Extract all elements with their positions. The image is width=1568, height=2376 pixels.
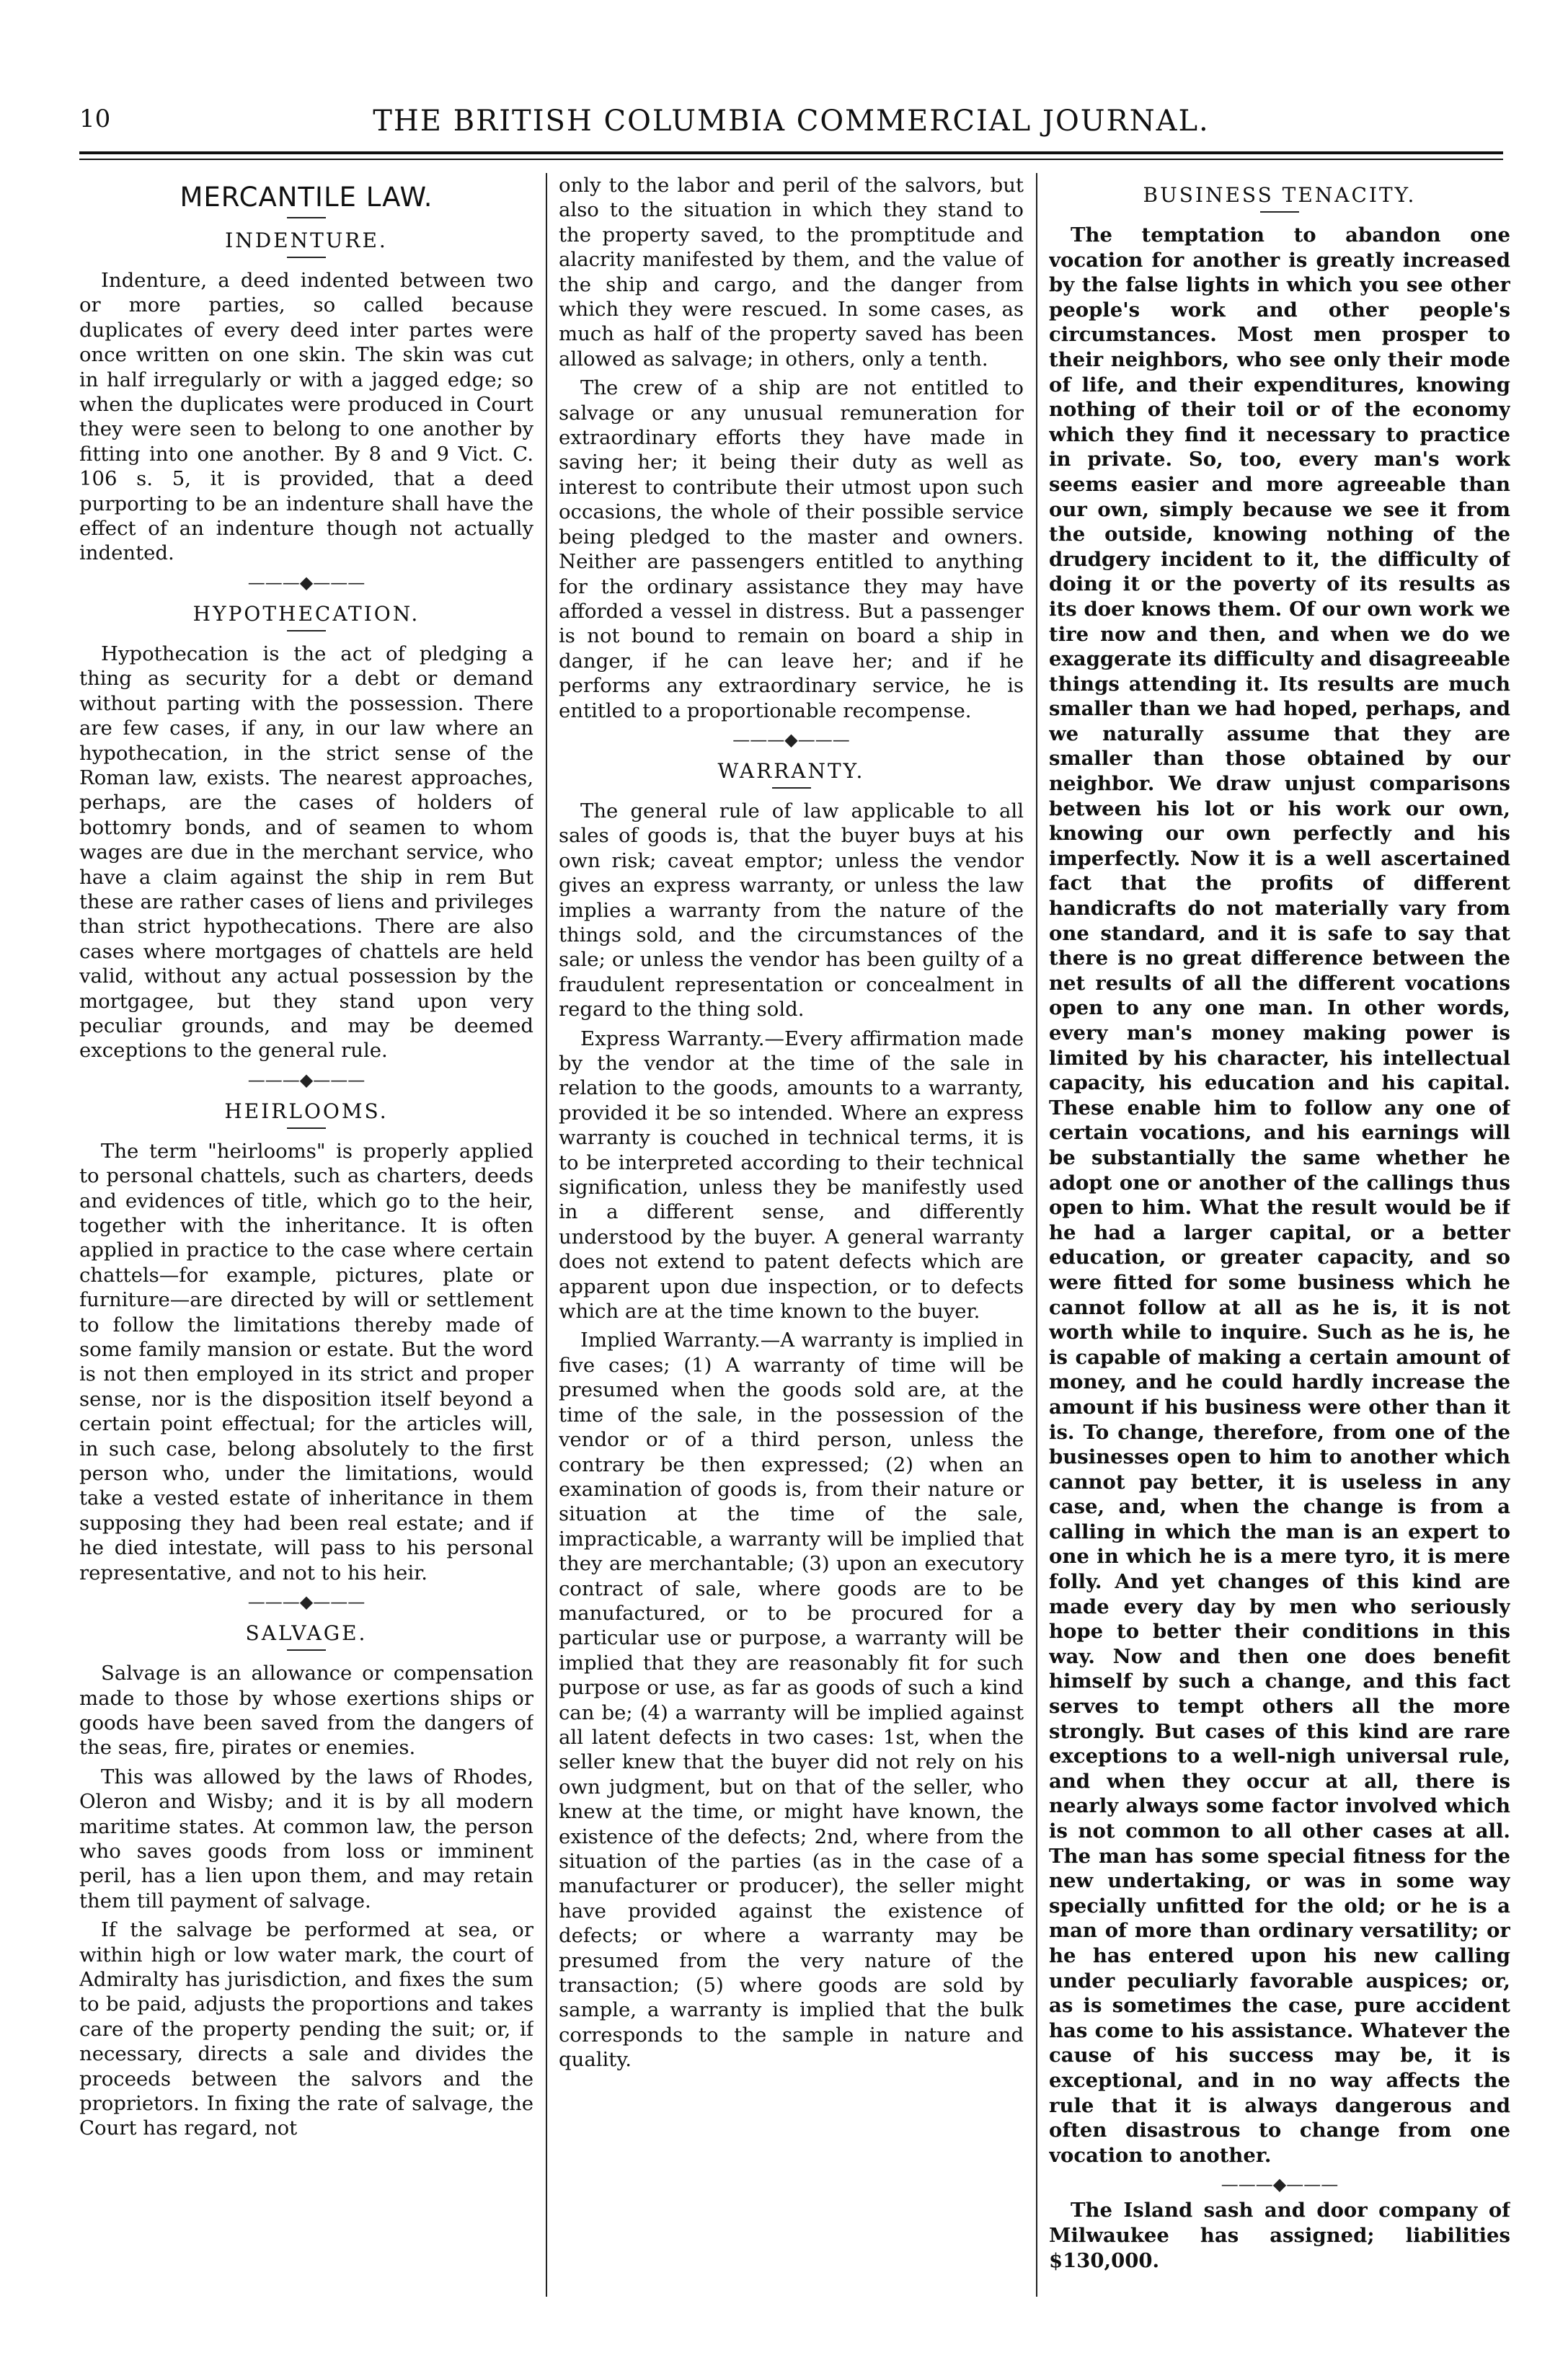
heading-rule [287, 217, 326, 218]
heading-rule [287, 257, 326, 258]
heading-rule [287, 630, 326, 631]
article-paragraph: Salvage is an allowance or compensation made to those by whose exertions ships or goods have been saved from the dangers of the seas, fire, pirates or enemies. [79, 1662, 533, 1760]
article-paragraph: Hypothecation is the act of pledging a thing as security for a debt or demand without parting with the possession. There are few cases, if any, in our law where an hypothecation, in the strict sense of the Roman law, exists. The nearest approaches, perhaps, are the cases of holders of bottomry bonds, and of seamen to whom wages are due in the merchant service, who have a claim against the ship in rem But these are rather cases of liens and privileges than strict hypothecations. There are also cases where mortgages of chattels are held valid, without any actual possession by the mortgagee, but they stand upon very peculiar grounds, and may be deemed exceptions to the general rule. [79, 642, 533, 1063]
article-heading-indenture: INDENTURE. [225, 229, 388, 252]
article-heading-warranty: WARRANTY. [717, 758, 865, 783]
heading-rule [1260, 211, 1299, 213]
header-rule-thin [79, 159, 1503, 160]
article-paragraph: only to the labor and peril of the salvors, but also to the situation in which they stand to the property saved, to the promptitude and alacrity manifested by them, and the value of the ship and cargo, and the danger from which they were rescued. In some cases, as much as half of the property saved has been allowed as salvage; in others, only a tenth. [559, 174, 1024, 371]
column-right [1049, 173, 1510, 2289]
article-heading-salvage: SALVAGE. [245, 1621, 368, 1646]
article-paragraph: The term "heirlooms" is properly applied to personal chattels, such as charters, deeds and evidences of title, which go to the heir, together with the inheritance. It is often applied in practice to the case where certain chattels—for example, pictures, plate or furniture—are directed by will or settlement to follow the limitations thereby made of some family mansion or estate. But the word is not then employed in its strict and proper sense, nor is the disposition itself beyond a certain point effectual; for the articles will, in such case, belong absolutely to the first person who, under the limitations, would take a vested estate of inheritance in them supposing they had been real estate; and if he died intestate, will pass to his personal representative, and not to his heir. [79, 1139, 533, 1584]
divider-ornament: ———◆——— [732, 729, 850, 750]
article-heading-heirlooms: HEIRLOOMS. [224, 1099, 389, 1123]
news-note: The Island sash and door company of Milwaukee has assigned; liabilities $130,000. [1049, 2199, 1510, 2272]
page-header [79, 105, 1503, 148]
divider-ornament: ———◆——— [247, 1069, 366, 1090]
section-heading-mercantile-law: MERCANTILE LAW. [180, 182, 433, 213]
header-rule-thick [79, 151, 1503, 154]
heading-rule [287, 1649, 326, 1651]
divider-ornament: ———◆——— [247, 572, 366, 593]
journal-title: THE BRITISH COLUMBIA COMMERCIAL JOURNAL. [373, 105, 1210, 138]
column-divider [1036, 173, 1037, 2297]
page-number: 10 [79, 105, 111, 133]
heading-rule [287, 1127, 326, 1129]
article-paragraph: This was allowed by the laws of Rhodes, Oleron and Wisby; and it is by all modern maritime states. At common law, the person who saves goods from loss or imminent peril, has a lien upon them, and may retain them till payment of salvage. [79, 1765, 533, 1912]
article-paragraph: If the salvage be performed at sea, or within high or low water mark, the court of Admiralty has jurisdiction, and fixes the sum to be paid, adjusts the proportions and takes care of the property pending the suit; or, if necessary, directs a sale and divides the proceeds between the salvors and the proprietors. In fixing the rate of salvage, the Court has regard, not [79, 1918, 533, 2140]
article-paragraph: The temptation to abandon one vocation for another is greatly increased by the false lights in which you see other people's work and other people's circumstances. Most men prosper to their neighbors, who see only their mode of life, and their expenditures, knowing nothing of their toil or of the economy which they find it necessary to practice in private. So, too, every man's work seems easier and more agreeable than our own, simply because we see it from the outside, knowing nothing of the drudgery incident to it, the difficulty of doing it or the poverty of its results as its doer knows them. Of our own work we tire now and then, and when we do we exaggerate its difficulty and disagreeable things attending it. Its results are much smaller than we had hoped, perhaps, and we naturally assume that they are smaller than those obtained by our neighbor. We draw unjust comparisons between his lot or his work our own, knowing our own perfectly and his imperfectly. Now it is a well ascertained fact that the profits of different handicrafts do not materially vary from one standard, and it is safe to say that there is no great difference between the net results of all the different vocations open to any one man. In other words, every man's money making power is limited by his character, his intellectual capacity, his education and his capital. These enable him to follow any one of certain vocations, and his earnings will be substantially the same whether he adopt one or another of the callings thus open to him. What the result would be if he had a larger capital, or a better education, or greater capacity, and so were fitted for some business which he cannot follow at all as he is, it is not worth while to inquire. Such as he is, he is capable of making a certain amount of money, and he could hardly increase the amount if his business were other than it is. To change, therefore, from one of the businesses open to him to another which cannot pay better, it is useless in any case, and, when the change is from a calling in which the man is an expert to one in which he is a mere tyro, it is mere folly. And yet changes of this kind are made every day by men who seriously hope to better their conditions in this way. Now and then one does benefit himself by such a change, and this fact serves to tempt others all the more strongly. But cases of this kind are rare exceptions to a well-nigh universal rule, and when they occur at all, there is nearly always some factor involved which is not common to all other cases at all. The man has some special fitness for the new undertaking, or was in some way specially unfitted for the old; or he is a man of more than ordinary versatility; or he has entered upon his new calling under peculiarly favorable auspices; or, as is sometimes the case, pure accident has come to his assistance. Whatever the cause of his success may be, it is exceptional, and in no way affects the rule that it is always dangerous and often disastrous to change from one vocation to another. [1049, 223, 1510, 2167]
divider-ornament: ———◆——— [1221, 2174, 1339, 2195]
article-paragraph: Implied Warranty.—A warranty is implied in five cases; (1) A warranty of time will be presumed when the goods sold are, at the time of the sale, in the possession of the vendor or of a third person, unless the contrary be then expressed; (2) when an examination of goods is, from their nature or situation at the time of the sale, impracticable, a warranty will be implied that they are merchantable; (3) upon an executory contract of sale, where goods are to be manufactured, or to be procured for a particular use or purpose, a warranty will be implied that they are reasonably fit for such purpose or use, as far as goods of such a kind can be; (4) a warranty will be implied against all latent defects in two cases: 1st, when the seller knew that the buyer did not rely on his own judgment, but on that of the seller, who knew at the time, or might have known, the existence of the defects; 2nd, where from the situation of the parties (as in the case of a manufacturer or producer), the seller might have provided against the existence of defects; or where a warranty may be presumed from the very nature of the transaction; (5) where goods are sold by sample, a warranty is implied that the bulk corresponds to the sample in nature and quality. [559, 1329, 1024, 2072]
article-paragraph: Indenture, a deed indented between two or more parties, so called because duplicates of every deed inter partes were once written on one skin. The skin was cut in half irregularly or with a jagged edge; so when the duplicates were produced in Court they were seen to belong to one another by fitting into one another. By 8 and 9 Vict. C. 106 s. 5, it is provided, that a deed purporting to be an indenture shall have the effect of an indenture though not actually indented. [79, 269, 533, 565]
column-divider [546, 173, 547, 2297]
article-paragraph: The general rule of law applicable to all sales of goods is, that the buyer buys at his own risk; caveat emptor; unless the vendor gives an express warranty, or unless the law implies a warranty from the nature of the things sold, and the circumstances of the sale; or unless the vendor has been guilty of a fraudulent representation or concealment in regard to the thing sold. [559, 799, 1024, 1021]
article-heading-hypothecation: HYPOTHECATION. [192, 601, 420, 626]
column-left [79, 173, 533, 2289]
article-heading-business-tenacity: BUSINESS TENACITY. [1143, 183, 1417, 207]
article-paragraph: The crew of a ship are not entitled to salvage or any unusual remuneration for extraordinary efforts they have made in saving her; it being their duty as well as interest to contribute their utmost upon such occasions, the whole of their possible service being pledged to the master and owners. Neither are passengers entitled to anything for the ordinary assistance they may have afforded a vessel in distress. But a passenger is not bound to remain on board a ship in danger, if he can leave her; and if he performs any extraordinary service, he is entitled to a proportionable recompense. [559, 376, 1024, 722]
heading-rule [772, 787, 811, 789]
column-middle [559, 173, 1024, 2289]
divider-ornament: ———◆——— [247, 1592, 366, 1613]
article-paragraph: Express Warranty.—Every affirmation made by the vendor at the time of the sale in relation to the goods, amounts to a warranty, provided it be so intended. Where an express warranty is couched in technical terms, it is to be interpreted according to their technical signification, unless they be manifestly used in a different sense, and differently understood by the buyer. A general warranty does not extend to patent defects which are apparent upon due inspection, or to defects which are at the time known to the buyer. [559, 1027, 1024, 1324]
